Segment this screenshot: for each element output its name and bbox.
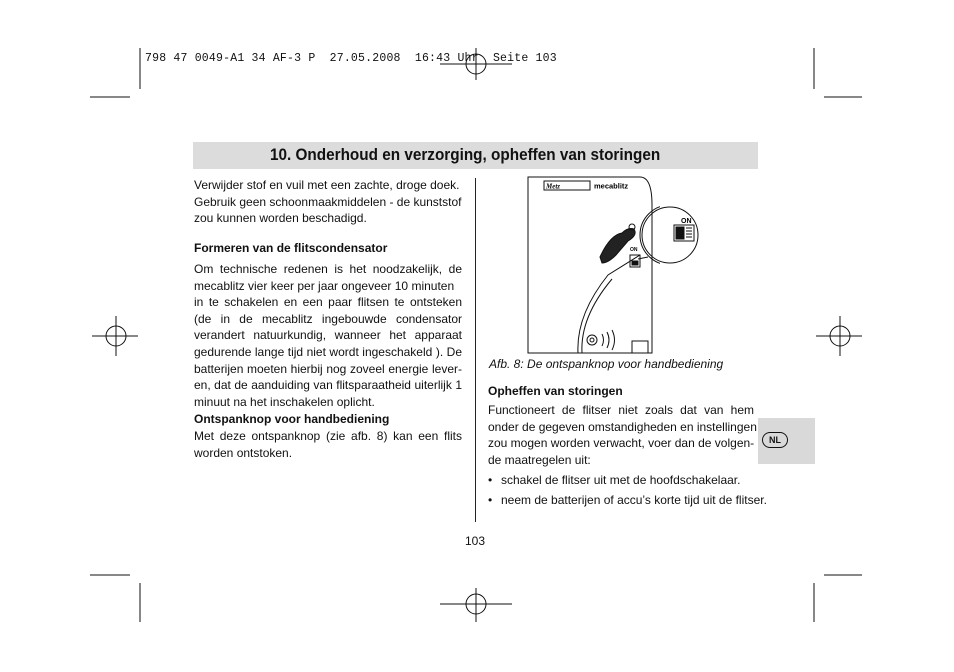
section-heading-formeren: Formeren van de flitscondensator bbox=[194, 241, 388, 255]
text-line: in te schakelen en een paar flitsen te ontsteken bbox=[194, 295, 462, 310]
text-line: de maatregelen uit: bbox=[488, 452, 591, 467]
bullet-icon: • bbox=[488, 473, 493, 487]
text-line: minuut na het inschakelen oplicht. bbox=[194, 394, 375, 409]
ontspanknop-body bbox=[194, 428, 462, 461]
intro-paragraph bbox=[194, 177, 462, 227]
formeren-body bbox=[194, 261, 462, 410]
text-line: zou mogen worden verwacht, voer dan de volgen- bbox=[488, 436, 755, 451]
text-line: (de in de mecablitz ingebouwde condensator bbox=[194, 311, 462, 326]
switch-callout bbox=[640, 205, 710, 277]
switch-label-on: ON bbox=[681, 218, 692, 225]
page-title: 10. Onderhoud en verzorging, opheffen van storingen bbox=[270, 145, 661, 164]
figure-caption: Afb. 8: De ontspanknop voor handbediening bbox=[489, 357, 724, 371]
list-item-text: neem de batterijen of accu’s korte tijd uit de flitser. bbox=[501, 493, 767, 507]
column-divider bbox=[475, 178, 476, 522]
text-line: mecablitz vier keer per jaar ongeveer 10 minuten bbox=[194, 278, 455, 293]
left-column bbox=[194, 177, 462, 227]
storingen-body bbox=[488, 402, 757, 468]
page-number: 103 bbox=[465, 534, 486, 548]
language-badge: NL bbox=[762, 432, 788, 448]
text-line: Verwijder stof en vuil met een zachte, droge doek. bbox=[194, 178, 460, 192]
list-item bbox=[488, 473, 740, 487]
text-line: batterijen moeten hierbij nog zoveel energie lever- bbox=[194, 361, 462, 376]
text-line: en, dat de aanduiding van flitsparaatheid uiterlijk 1 bbox=[194, 378, 462, 393]
section-heading-storingen: Opheffen van storingen bbox=[488, 384, 623, 398]
bullet-icon: • bbox=[488, 493, 493, 507]
text-line: Om technische redenen is het noodzakelijk, de bbox=[194, 262, 462, 276]
text-line: zou kunnen worden beschadigd. bbox=[194, 211, 367, 226]
section-heading-ontspanknop: Ontspanknop voor handbediening bbox=[194, 412, 390, 426]
text-line: Functioneert de flitser niet zoals dat van hem bbox=[488, 403, 754, 417]
metz-logo-text: Metz bbox=[546, 182, 560, 191]
text-line: Gebruik geen schoonmaakmiddelen - de kunststof bbox=[194, 194, 462, 209]
list-item bbox=[488, 493, 767, 507]
text-line: gedurende lange tijd niet wordt ingeschakeld ). De bbox=[194, 344, 462, 359]
sensor-icon bbox=[587, 335, 597, 345]
text-line: worden ontstoken. bbox=[194, 445, 293, 460]
figure-flash-unit bbox=[520, 175, 660, 357]
switch-label-small: ON bbox=[630, 247, 638, 253]
brand-text: mecablitz bbox=[594, 181, 629, 191]
text-line: verandert natuurkundig, wanneer het apparaat bbox=[194, 328, 462, 343]
text-line: Met deze ontspanknop (zie afb. 8) kan een flits bbox=[194, 429, 462, 443]
text-line: onder de gegeven omstandigheden en instellingen bbox=[488, 419, 757, 434]
list-item-text: schakel de flitser uit met de hoofdschakelaar. bbox=[501, 473, 741, 487]
print-header: 798 47 0049-A1 34 AF-3 P 27.05.2008 16:43 Uhr Seite 103 bbox=[145, 52, 557, 65]
